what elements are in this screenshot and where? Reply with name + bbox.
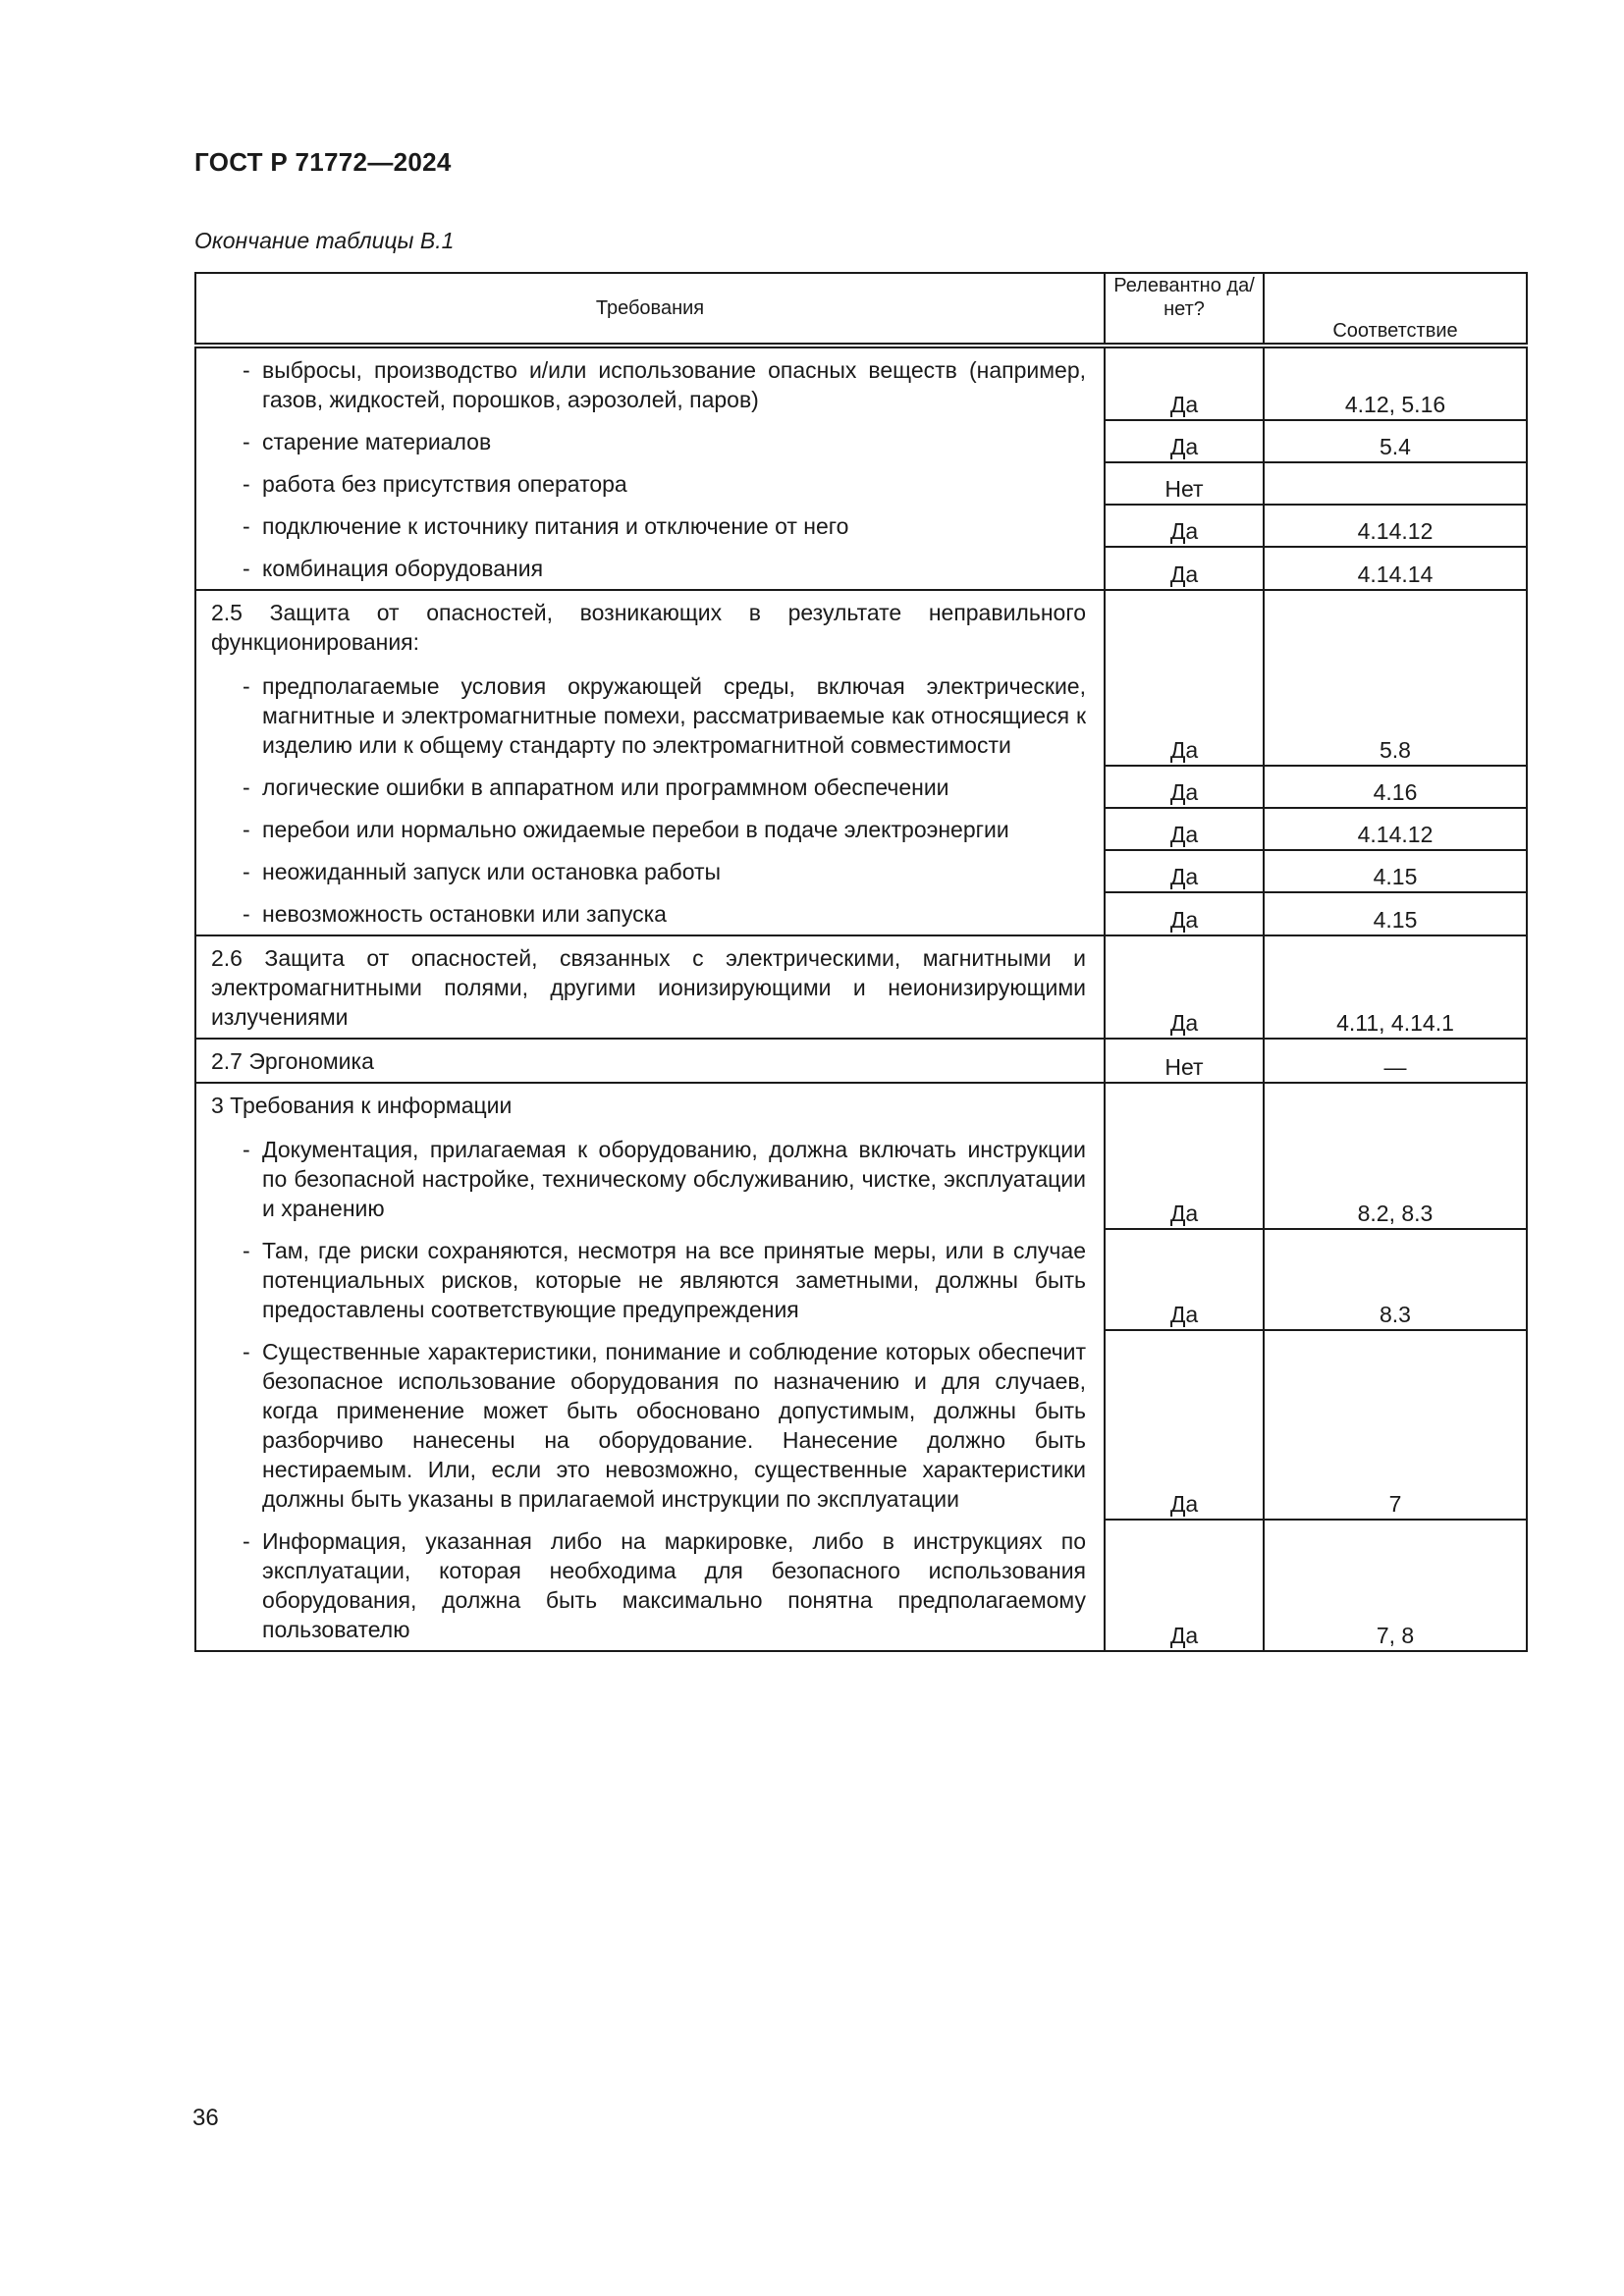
table-row — [195, 590, 1527, 766]
compliance-cell: 4.15 — [1264, 892, 1527, 935]
relevant-cell: Да — [1105, 1229, 1264, 1330]
compliance-cell — [1264, 462, 1527, 505]
requirement-text: работа без присутствия оператора — [262, 471, 627, 497]
requirement-cell: 3 Требования к информации - Документация, прилагаемая к оборудованию, должна включать инструкции по безопасной настройке, техническому обслуживанию, чистке, эксплуатации и хранению — [195, 1083, 1105, 1229]
compliance-cell: 7 — [1264, 1330, 1527, 1520]
column-header-relevant: Релевантно да/нет? — [1105, 273, 1264, 346]
requirement-text: Существенные характеристики, понимание и соблюдение которых обеспечит безопасное использование оборудования по назначению и для случаев, когда применение может быть обосновано допустимым, должны быть разборчиво нанесены на оборудование. Нанесение должно быть нестираемым. Или, если это невозможно, существенные характеристики должны быть указаны в прилагаемой инструкции по эксплуатации — [262, 1339, 1086, 1512]
requirement-cell: - неожиданный запуск или остановка работы — [195, 850, 1105, 892]
requirement-cell: 2.5 Защита от опасностей, возникающих в результате неправильного функционирования: - предполагаемые условия окружающей среды, включая электрические, магнитные и электромагнитные помехи, рассматриваемые как относящиеся к изделию или к общему стандарту по электромагнитной совместимости — [195, 590, 1105, 766]
table-row — [195, 935, 1527, 1039]
relevant-cell: Да — [1105, 1330, 1264, 1520]
column-header-requirements: Требования — [195, 273, 1105, 346]
compliance-cell: 4.16 — [1264, 766, 1527, 808]
requirement-text: неожиданный запуск или остановка работы — [262, 859, 722, 884]
compliance-cell: 8.2, 8.3 — [1264, 1083, 1527, 1229]
document-title: ГОСТ Р 71772—2024 — [194, 147, 452, 177]
requirement-cell: - Информация, указанная либо на маркировке, либо в инструкциях по эксплуатации, которая необходима для безопасного использования оборудования, должна быть максимально понятна предполагаемому пользователю — [195, 1520, 1105, 1651]
section-heading: 2.7 Эргономика — [211, 1048, 374, 1074]
requirement-cell: - Там, где риски сохраняются, несмотря на все принятые меры, или в случае потенциальных рисков, которые не являются заметными, должны быть предоставлены соответствующие предупреждения — [195, 1229, 1105, 1330]
requirement-text: Документация, прилагаемая к оборудованию, должна включать инструкции по безопасной настройке, техническому обслуживанию, чистке, эксплуатации и хранению — [262, 1137, 1086, 1221]
table-row — [195, 346, 1527, 420]
compliance-cell: 8.3 — [1264, 1229, 1527, 1330]
requirement-text: перебои или нормально ожидаемые перебои в подаче электроэнергии — [262, 817, 1009, 842]
table-row — [195, 1520, 1527, 1651]
relevant-cell: Да — [1105, 935, 1264, 1039]
table-row — [195, 1229, 1527, 1330]
requirement-text: комбинация оборудования — [262, 556, 544, 581]
relevant-cell: Да — [1105, 808, 1264, 850]
table-row — [195, 850, 1527, 892]
section-heading: 2.5 Защита от опасностей, возникающих в результате неправильного функционирования: — [211, 600, 1086, 655]
requirement-text: Там, где риски сохраняются, несмотря на все принятые меры, или в случае потенциальных рисков, которые не являются заметными, должны быть предоставлены соответствующие предупреждения — [262, 1238, 1086, 1322]
compliance-cell: 4.14.12 — [1264, 808, 1527, 850]
column-header-compliance: Соответствие — [1264, 273, 1527, 346]
requirement-text: старение материалов — [262, 429, 492, 454]
requirement-text: невозможность остановки или запуска — [262, 901, 667, 927]
table-row — [195, 462, 1527, 505]
requirement-cell — [195, 935, 1105, 1039]
compliance-cell: 4.15 — [1264, 850, 1527, 892]
requirement-cell: - логические ошибки в аппаратном или программном обеспечении — [195, 766, 1105, 808]
section-heading: 2.6 Защита от опасностей, связанных с электрическими, магнитными и электромагнитными полями, другими ионизирующими и неионизирующими излучениями — [211, 945, 1086, 1030]
relevant-cell: Да — [1105, 590, 1264, 766]
requirement-text: предполагаемые условия окружающей среды, включая электрические, магнитные и электромагнитные помехи, рассматриваемые как относящиеся к изделию или к общему стандарту по электромагнитной совместимости — [262, 673, 1086, 758]
compliance-cell: 4.14.14 — [1264, 547, 1527, 590]
table-row — [195, 1039, 1527, 1083]
table-row — [195, 808, 1527, 850]
requirement-cell: - невозможность остановки или запуска — [195, 892, 1105, 935]
requirement-cell: - работа без присутствия оператора — [195, 462, 1105, 505]
table-row — [195, 1330, 1527, 1520]
relevant-cell: Да — [1105, 547, 1264, 590]
relevant-cell: Да — [1105, 892, 1264, 935]
requirement-cell: - старение материалов — [195, 420, 1105, 462]
requirement-cell: - комбинация оборудования — [195, 547, 1105, 590]
table-row — [195, 1083, 1527, 1229]
relevant-cell: Да — [1105, 1083, 1264, 1229]
requirements-table — [194, 272, 1528, 1652]
table-row — [195, 420, 1527, 462]
relevant-cell: Да — [1105, 766, 1264, 808]
relevant-cell: Нет — [1105, 462, 1264, 505]
table-caption: Окончание таблицы В.1 — [194, 228, 455, 253]
relevant-cell: Да — [1105, 420, 1264, 462]
relevant-cell: Да — [1105, 505, 1264, 547]
requirement-cell: - Существенные характеристики, понимание и соблюдение которых обеспечит безопасное использование оборудования по назначению и для случаев, когда применение может быть обосновано допустимым, должны быть разборчиво нанесены на оборудование. Нанесение должно быть нестираемым. Или, если это невозможно, существенные характеристики должны быть указаны в прилагаемой инструкции по эксплуатации — [195, 1330, 1105, 1520]
requirement-cell: - перебои или нормально ожидаемые перебои в подаче электроэнергии — [195, 808, 1105, 850]
page-number: 36 — [192, 2105, 219, 2131]
table-row — [195, 766, 1527, 808]
requirement-text: выбросы, производство и/или использование опасных веществ (например, газов, жидкостей, порошков, аэрозолей, паров) — [262, 357, 1086, 412]
section-heading: 3 Требования к информации — [211, 1093, 513, 1118]
compliance-cell: 4.12, 5.16 — [1264, 346, 1527, 420]
relevant-cell: Да — [1105, 1520, 1264, 1651]
compliance-cell: 7, 8 — [1264, 1520, 1527, 1651]
compliance-cell: 4.11, 4.14.1 — [1264, 935, 1527, 1039]
compliance-cell: — — [1264, 1039, 1527, 1083]
table-header-row — [195, 273, 1527, 346]
requirement-text: подключение к источнику питания и отключение от него — [262, 513, 849, 539]
requirement-cell: - выбросы, производство и/или использование опасных веществ (например, газов, жидкостей, порошков, аэрозолей, паров) — [195, 346, 1105, 420]
requirement-cell — [195, 1039, 1105, 1083]
table-row — [195, 892, 1527, 935]
table-row — [195, 547, 1527, 590]
requirement-text: Информация, указанная либо на маркировке, либо в инструкциях по эксплуатации, которая необходима для безопасного использования оборудования, должна быть максимально понятна предполагаемому пользователю — [262, 1528, 1086, 1642]
compliance-cell: 5.4 — [1264, 420, 1527, 462]
relevant-cell: Да — [1105, 346, 1264, 420]
compliance-cell: 5.8 — [1264, 590, 1527, 766]
requirement-text: логические ошибки в аппаратном или программном обеспечении — [262, 774, 949, 800]
table-row — [195, 505, 1527, 547]
compliance-cell: 4.14.12 — [1264, 505, 1527, 547]
requirement-cell: - подключение к источнику питания и отключение от него — [195, 505, 1105, 547]
relevant-cell: Да — [1105, 850, 1264, 892]
relevant-cell: Нет — [1105, 1039, 1264, 1083]
